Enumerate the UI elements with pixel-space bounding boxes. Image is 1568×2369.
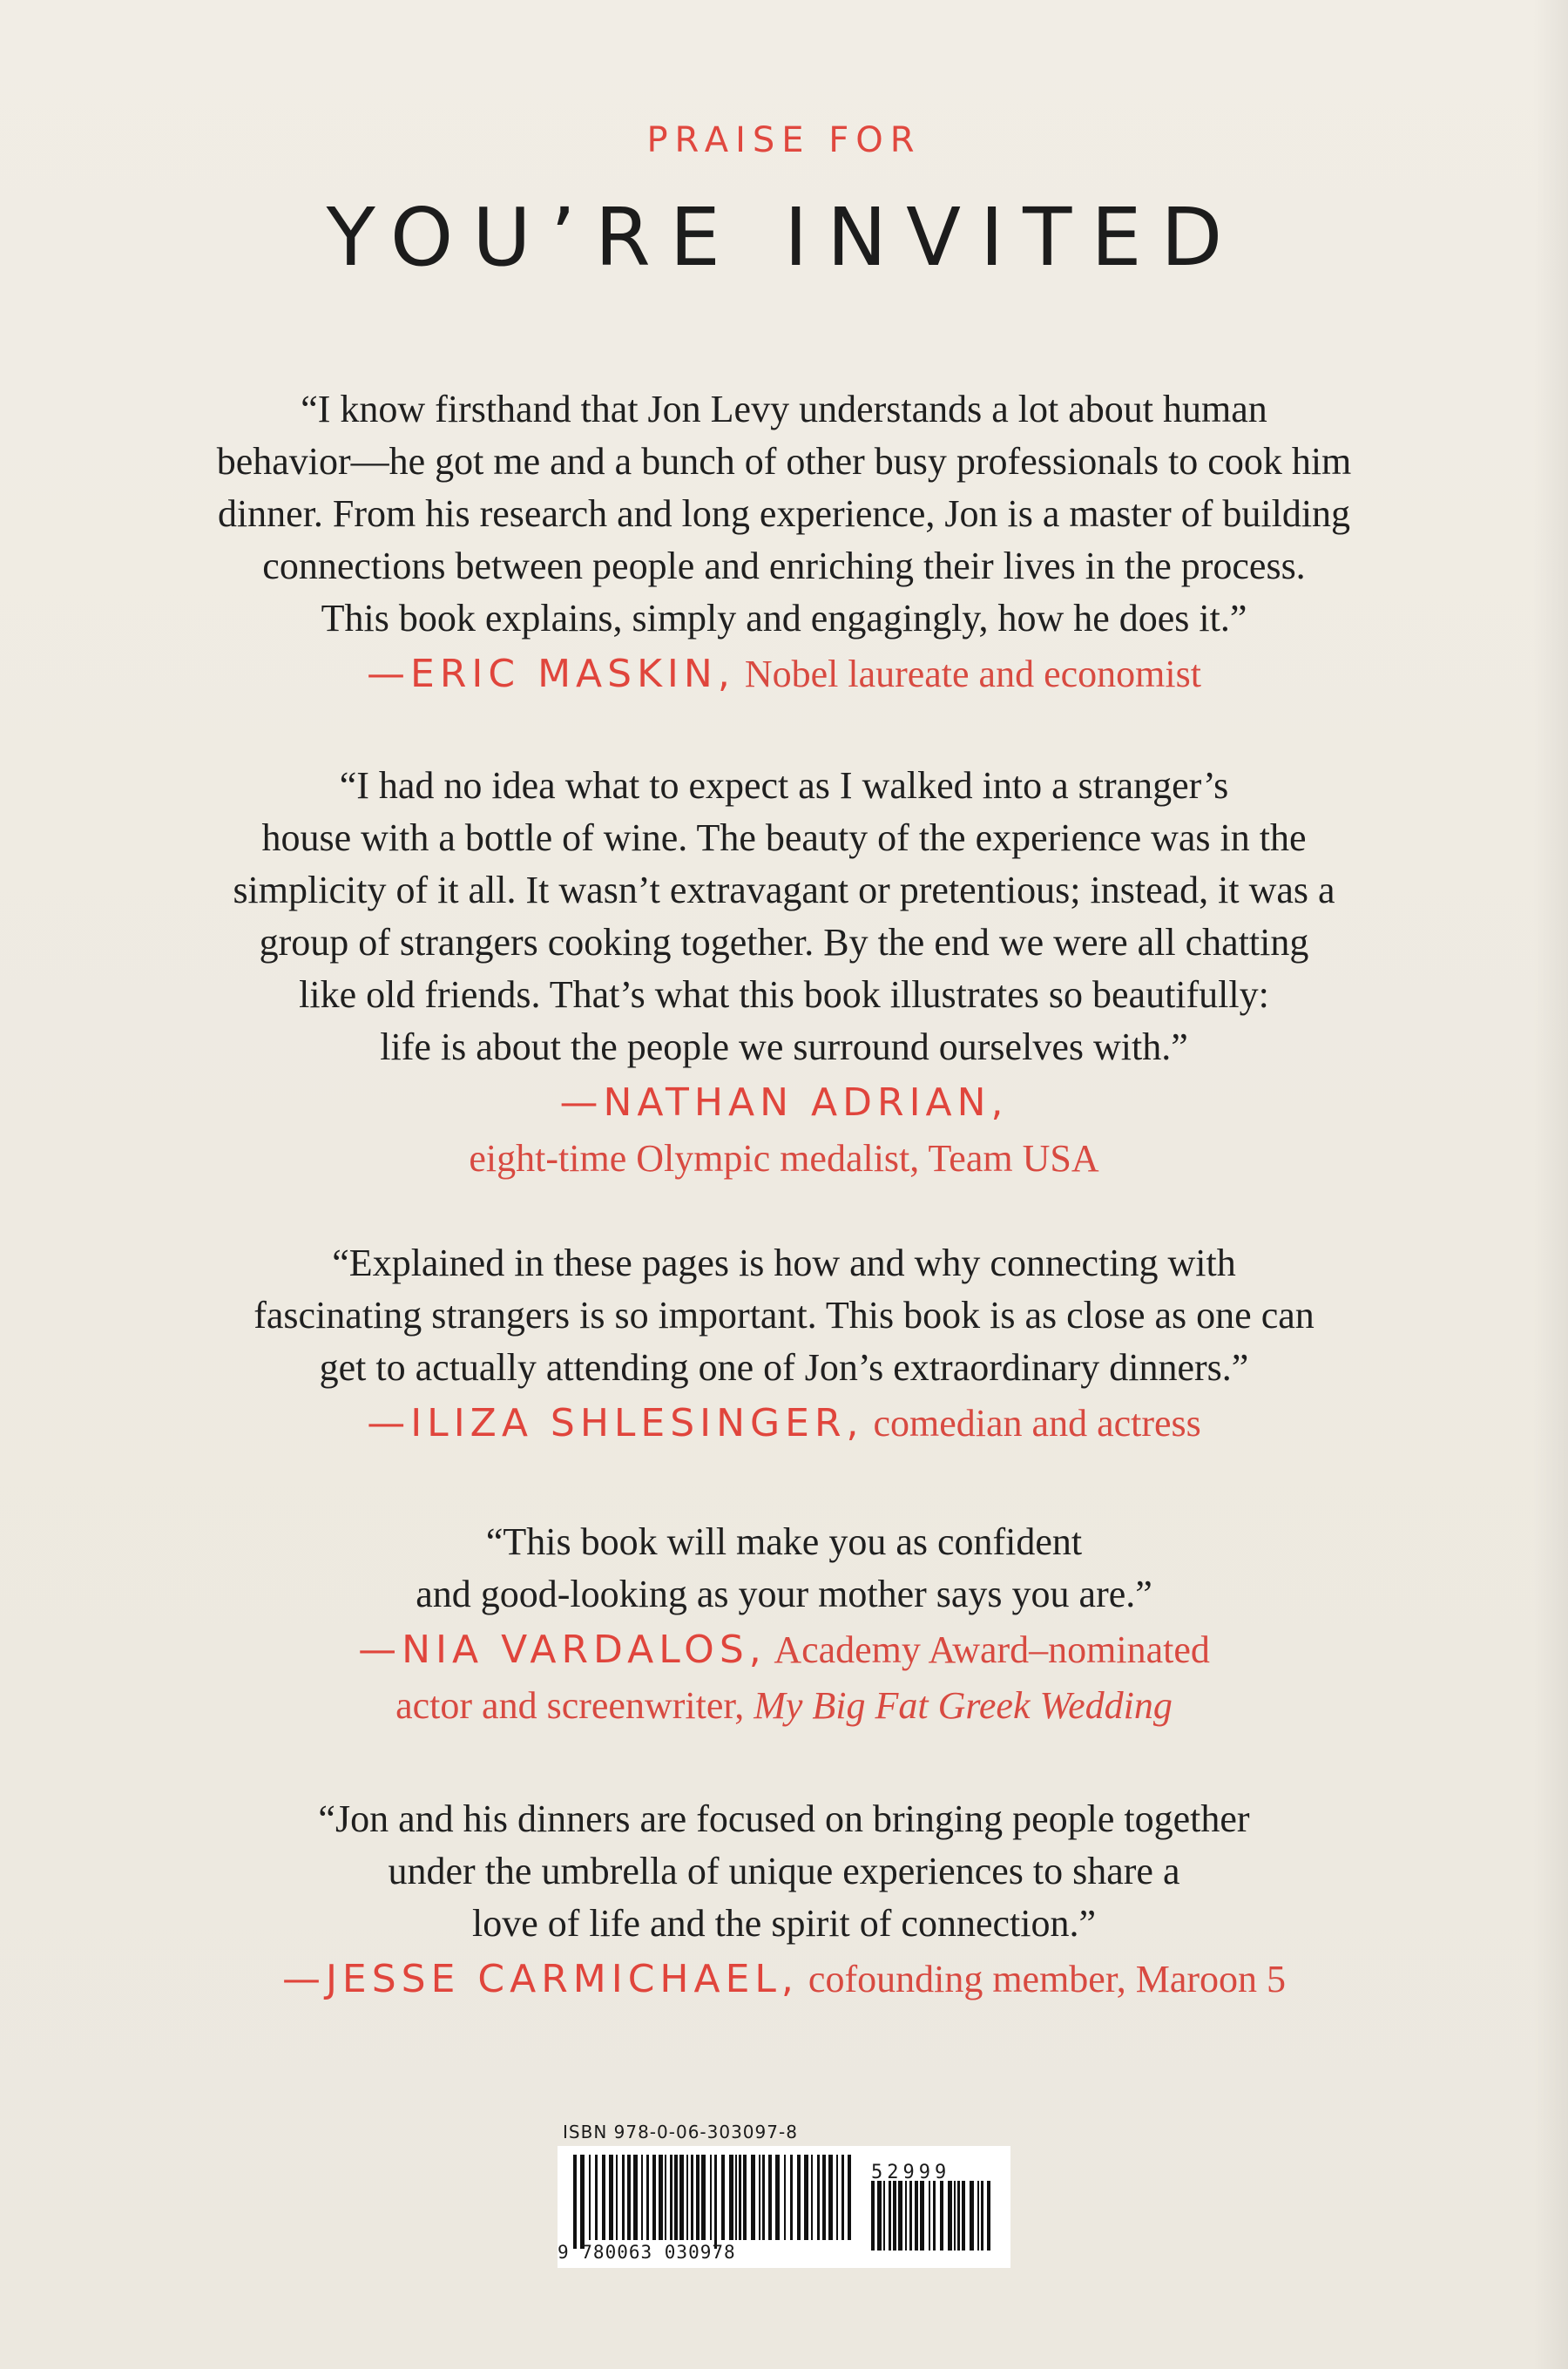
blurb-attribution — [131, 1952, 1437, 2007]
blurb-author-role-line2 — [131, 1678, 1437, 1734]
blurb-author-name: —NIA VARDALOS, — [358, 1628, 767, 1672]
praise-for-heading: PRAISE FOR — [646, 120, 922, 160]
blurb-quote: “This book will make you as confident and good-looking as your mother says you are.” — [416, 1520, 1152, 1615]
blurb-attribution — [131, 1396, 1437, 1452]
blurb-author-role: comedian and actress — [873, 1402, 1201, 1445]
blurb-attribution — [131, 646, 1437, 702]
blurb-quote: “Jon and his dinners are focused on bringing people together under the umbrella of unique experiences to share a love of life and the spirit of connection.” — [318, 1797, 1250, 1945]
isbn-barcode — [558, 2122, 1010, 2287]
blurb-author-name: —ILIZA SHLESINGER, — [367, 1401, 864, 1445]
isbn-label: ISBN 978-0-06-303097-8 — [563, 2122, 798, 2142]
blurb-author-name: —JESSE CARMICHAEL, — [281, 1957, 799, 2001]
barcode-digits: 9 780063 030978 — [558, 2242, 736, 2263]
blurb-iliza-shlesinger — [131, 1237, 1437, 1452]
blurb-nathan-adrian — [131, 760, 1437, 1187]
blurb-quote: “Explained in these pages is how and why connecting with fascinating strangers is so important. This book is as close as one can get to actually attending one of Jon’s extraordinary dinners.” — [253, 1242, 1315, 1389]
price-code: 52999 — [871, 2162, 951, 2183]
blurb-quote: “I had no idea what to expect as I walked into a stranger’s house with a bottle of wine. The beauty of the experience was in the simplicity of it all. It wasn’t extravagant or pretentious; instead, it was a group of strangers cooking together. By the end we were all chatting like old friends. That’s what this book illustrates so beautifully: life is about the people we surround ourselves with.” — [233, 764, 1335, 1068]
blurb-author-role: cofounding member, Maroon 5 — [808, 1958, 1287, 2000]
book-title: YOU’RE INVITED — [326, 191, 1242, 284]
blurb-jesse-carmichael — [131, 1793, 1437, 2007]
blurb-nia-vardalos — [131, 1516, 1437, 1734]
blurb-attribution — [131, 1075, 1437, 1187]
blurb-author-role: Academy Award–nominated — [774, 1628, 1210, 1671]
blurb-author-role: Nobel laureate and economist — [744, 653, 1201, 695]
blurb-attribution — [131, 1622, 1437, 1734]
blurb-eric-maskin — [131, 383, 1437, 702]
blurb-author-role-line2-text: actor and screenwriter, — [395, 1684, 745, 1727]
blurb-author-name: —NATHAN ADRIAN, — [559, 1080, 1009, 1125]
blurb-author-name: —ERIC MASKIN, — [367, 652, 735, 696]
film-title: My Big Fat Greek Wedding — [754, 1684, 1173, 1727]
blurb-quote: “I know firsthand that Jon Levy understands a lot about human behavior—he got me and a bunch of other busy professionals to cook him dinner. From his research and long experience, Jon is a master of building connections between people and enriching their lives in the process. This book explains, simply and engagingly, how he does it.” — [216, 388, 1352, 640]
blurb-author-role: eight-time Olympic medalist, Team USA — [469, 1137, 1099, 1180]
edge-shade — [1533, 0, 1568, 2369]
